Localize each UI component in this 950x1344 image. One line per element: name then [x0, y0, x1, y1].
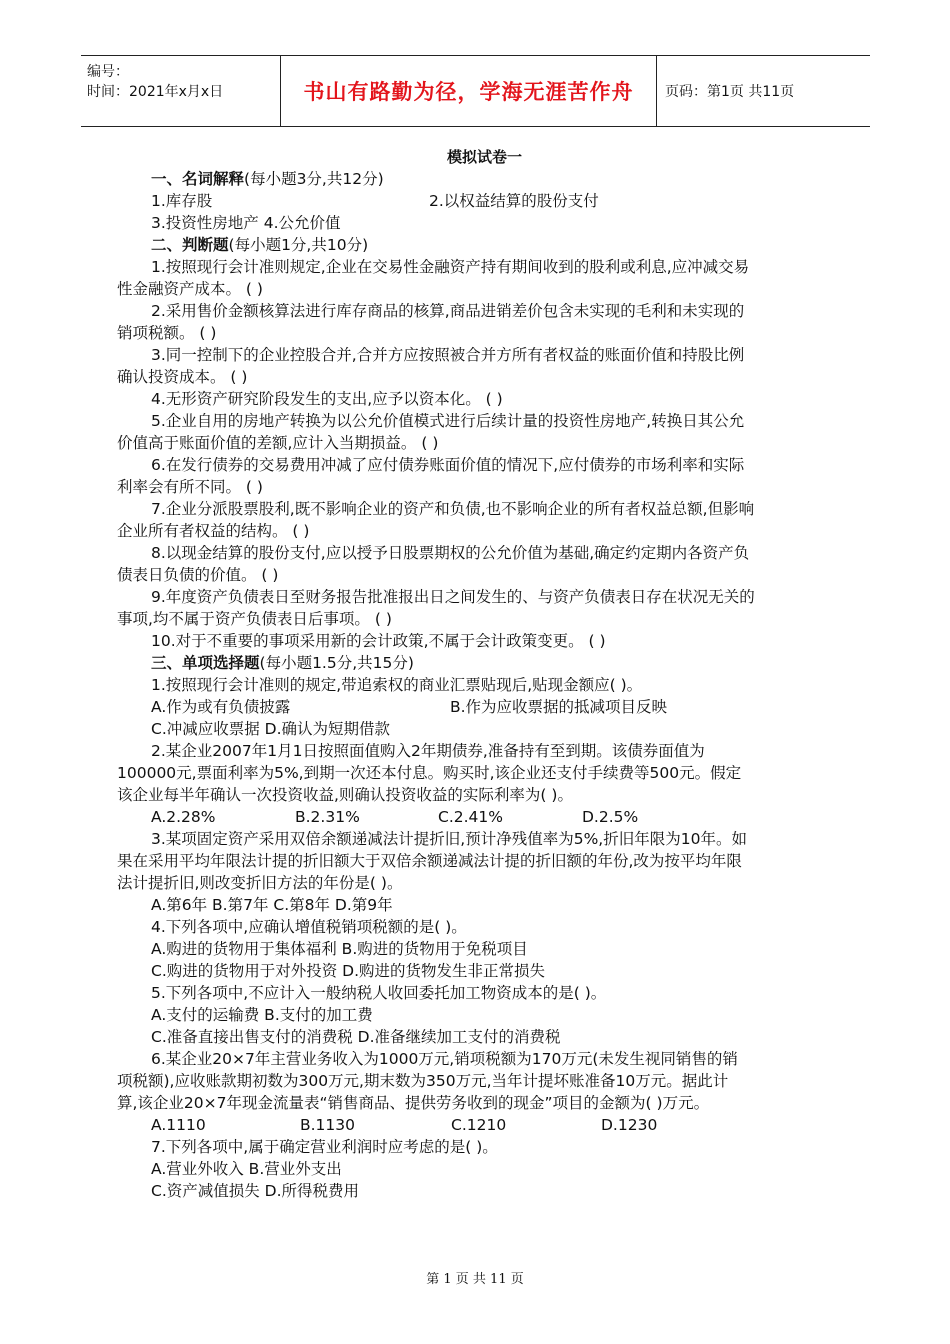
- choice-q1-option-b: B.作为应收票据的抵减项目反映: [450, 698, 668, 716]
- term-3-4: 3.投资性房地产 4.公允价值: [151, 214, 341, 232]
- choice-q4-options-ab: A.购进的货物用于集体福利 B.购进的货物用于免税项目: [151, 940, 528, 958]
- choice-q3-line2: 果在采用平均年限法计提的折旧额大于双倍余额递减法计提的折旧额的年份,改为按平均年限: [117, 852, 742, 870]
- judge-q9-line1: 9.年度资产负债表日至财务报告批准报出日之间发生的、与资产负债表日存在状况无关的: [151, 588, 755, 606]
- judge-q8-line2: 债表日负债的价值。 ( ): [117, 566, 279, 584]
- choice-q1-option-a: A.作为或有负债披露: [151, 698, 291, 716]
- judge-q3-line1: 3.同一控制下的企业控股合并,合并方应按照被合并方所有者权益的账面价值和持股比例: [151, 346, 745, 364]
- judge-q1-line2: 性金融资产成本。 ( ): [117, 280, 263, 298]
- judge-q7-line2: 企业所有者权益的结构。 ( ): [117, 522, 310, 540]
- document-time-label: 时间：2021年x月x日: [87, 84, 224, 100]
- header-motto: 书山有路勤为径，学海无涯苦作舟: [281, 56, 657, 126]
- choice-q2-option-d: D.2.5%: [582, 808, 639, 826]
- judge-q8-line1: 8.以现金结算的股份支付,应以授予日股票期权的公允价值为基础,确定约定期内各资产负: [151, 544, 750, 562]
- header-meta: [81, 56, 281, 126]
- section-2-note: (每小题1分,共10分): [228, 236, 369, 254]
- section-2-heading: [151, 234, 368, 256]
- judge-q5-line2: 价值高于账面价值的差额,应计入当期损益。 ( ): [117, 434, 439, 452]
- header-page-info: 页码：第1页 共11页: [665, 84, 795, 100]
- choice-q5: 5.下列各项中,不应计入一般纳税人收回委托加工物资成本的是( )。: [151, 984, 607, 1002]
- choice-q2-option-c: C.2.41%: [438, 808, 503, 826]
- document-number-label: 编号：: [87, 64, 129, 80]
- choice-q5-options-ab: A.支付的运输费 B.支付的加工费: [151, 1006, 373, 1024]
- page-footer: 第 1 页 共 11 页: [426, 1272, 524, 1287]
- choice-q6-line2: 项税额),应收账款期初数为300万元,期末数为350万元,当年计提坏账准备10万元。据此计: [117, 1072, 729, 1090]
- judge-q1-line1: 1.按照现行会计准则规定,企业在交易性金融资产持有期间收到的股利或利息,应冲减交易: [151, 258, 750, 276]
- judge-q3-line2: 确认投资成本。 ( ): [117, 368, 248, 386]
- choice-q2-line3: 该企业每半年确认一次投资收益,则确认投资收益的实际利率为( )。: [117, 786, 573, 804]
- choice-q6-option-c: C.1210: [451, 1116, 507, 1134]
- judge-q6-line2: 利率会有所不同。 ( ): [117, 478, 263, 496]
- choice-q3-line3: 法计提折旧,则改变折旧方法的年份是( )。: [117, 874, 403, 892]
- judge-q10: 10.对于不重要的事项采用新的会计政策,不属于会计政策变更。 ( ): [151, 632, 606, 650]
- judge-q7-line1: 7.企业分派股票股利,既不影响企业的资产和负债,也不影响企业的所有者权益总额,但影响: [151, 500, 755, 518]
- judge-q4: 4.无形资产研究阶段发生的支出,应予以资本化。 ( ): [151, 390, 503, 408]
- section-1-title: 一、名词解释: [151, 170, 245, 188]
- section-3-heading: [151, 652, 414, 674]
- page-header: [81, 55, 870, 127]
- term-2: 2.以权益结算的股份支付: [429, 192, 599, 210]
- choice-q7-options-ab: A.营业外收入 B.营业外支出: [151, 1160, 342, 1178]
- choice-q4: 4.下列各项中,应确认增值税销项税额的是( )。: [151, 918, 467, 936]
- judge-q5-line1: 5.企业自用的房地产转换为以公允价值模式进行后续计量的投资性房地产,转换日其公允: [151, 412, 745, 430]
- choice-q5-options-cd: C.准备直接出售支付的消费税 D.准备继续加工支付的消费税: [151, 1028, 561, 1046]
- choice-q2-option-a: A.2.28%: [151, 808, 216, 826]
- section-2-title: 二、判断题: [151, 236, 229, 254]
- choice-q1: 1.按照现行会计准则的规定,带追索权的商业汇票贴现后,贴现金额应( )。: [151, 676, 643, 694]
- choice-q3-line1: 3.某项固定资产采用双倍余额递减法计提折旧,预计净残值率为5%,折旧年限为10年。如: [151, 830, 747, 848]
- judge-q6-line1: 6.在发行债券的交易费用冲减了应付债券账面价值的情况下,应付债券的市场利率和实际: [151, 456, 745, 474]
- choice-q7-options-cd: C.资产减值损失 D.所得税费用: [151, 1182, 360, 1200]
- choice-q1-options-cd: C.冲减应收票据 D.确认为短期借款: [151, 720, 391, 738]
- choice-q6-option-d: D.1230: [601, 1116, 658, 1134]
- section-3-title: 三、单项选择题: [151, 654, 260, 672]
- choice-q6-line1: 6.某企业20×7年主营业务收入为1000万元,销项税额为170万元(未发生视同销售的销: [151, 1050, 738, 1068]
- choice-q6-line3: 算,该企业20×7年现金流量表“销售商品、提供劳务收到的现金”项目的金额为( )万元。: [117, 1094, 710, 1112]
- term-1: 1.库存股: [151, 192, 213, 210]
- judge-q2-line2: 销项税额。 ( ): [117, 324, 217, 342]
- exam-title: 模拟试卷一: [447, 148, 523, 166]
- section-1-heading: [151, 168, 384, 190]
- section-3-note: (每小题1.5分,共15分): [259, 654, 414, 672]
- choice-q3-options: A.第6年 B.第7年 C.第8年 D.第9年: [151, 896, 393, 914]
- choice-q2-option-b: B.2.31%: [295, 808, 360, 826]
- choice-q6-option-b: B.1130: [300, 1116, 356, 1134]
- judge-q2-line1: 2.采用售价金额核算法进行库存商品的核算,商品进销差价包含未实现的毛利和未实现的: [151, 302, 745, 320]
- choice-q7: 7.下列各项中,属于确定营业利润时应考虑的是( )。: [151, 1138, 498, 1156]
- judge-q9-line2: 事项,均不属于资产负债表日后事项。 ( ): [117, 610, 392, 628]
- section-1-note: (每小题3分,共12分): [244, 170, 384, 188]
- choice-q6-option-a: A.1110: [151, 1116, 206, 1134]
- choice-q2-line2: 100000元,票面利率为5%,到期一次还本付息。购买时,该企业还支付手续费等500元。假定: [117, 764, 742, 782]
- choice-q4-options-cd: C.购进的货物用于对外投资 D.购进的货物发生非正常损失: [151, 962, 546, 980]
- choice-q2-line1: 2.某企业2007年1月1日按照面值购入2年期债券,准备持有至到期。该债券面值为: [151, 742, 705, 760]
